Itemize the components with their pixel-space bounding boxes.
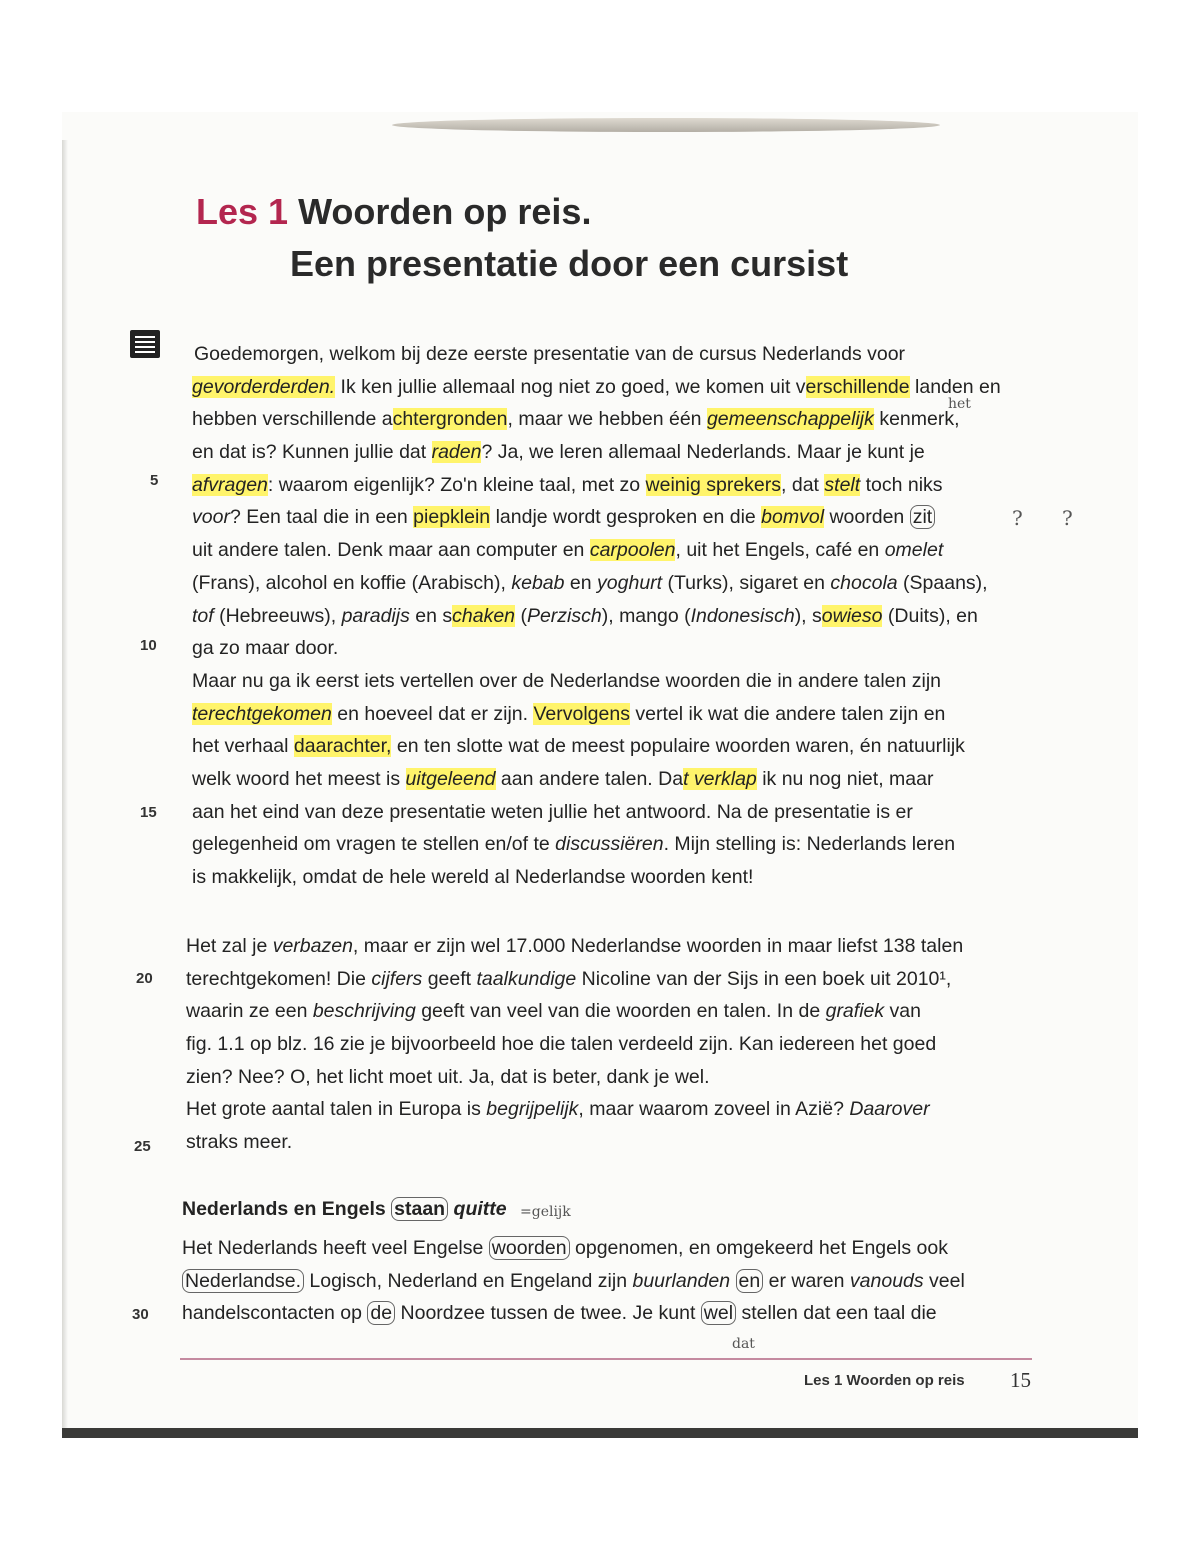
handwritten-question-mark: ? (1062, 506, 1073, 530)
handwritten-question-mark: ? (1012, 506, 1023, 530)
line-number-15: 15 (140, 804, 157, 821)
text-line: uit andere talen. Denk maar aan computer en carpoolen, uit het Engels, café en omelet (192, 539, 944, 562)
text-line: Maar nu ga ik eerst iets vertellen over de Nederlandse woorden die in andere talen zijn (192, 669, 942, 692)
text-line: Het grote aantal talen in Europa is begrijpelijk, maar waarom zoveel in Azië? Daarover (186, 1098, 930, 1121)
text-line: gelegenheid om vragen te stellen en/of te discussiëren. Mijn stelling is: Nederlands leren (192, 833, 956, 856)
page-number: 15 (1010, 1368, 1031, 1392)
text-line: waarin ze een beschrijving geeft van veel van die woorden en talen. In de grafiek van (186, 1000, 921, 1023)
text-line: gevorderderden. Ik ken jullie allemaal nog niet zo goed, we komen uit verschillende landen en (192, 375, 1001, 398)
lesson-subtitle: Een presentatie door een cursist (290, 243, 849, 284)
lesson-title-main: Woorden op reis. (298, 191, 592, 232)
top-smudge (392, 118, 940, 132)
footer-label: Les 1 Woorden op reis (804, 1372, 965, 1389)
line-number-20: 20 (136, 970, 153, 987)
text-line: het verhaal daarachter, en ten slotte wat de meest populaire woorden waren, én natuurlijk (192, 735, 965, 758)
line-number-5: 5 (150, 472, 159, 489)
section-heading: Nederlands en Engels staan quitte (182, 1198, 507, 1220)
line-number-30: 30 (132, 1306, 149, 1323)
text-line: Goedemorgen, welkom bij deze eerste presentatie van de cursus Nederlands voor (194, 343, 906, 365)
text-line: Het zal je verbazen, maar er zijn wel 17.000 Nederlandse woorden in maar liefst 138 talen (186, 935, 964, 957)
text-line: ga zo maar door. (192, 637, 339, 660)
text-line: hebben verschillende achtergronden, maar we hebben één gemeenschappelijk kenmerk, (192, 408, 960, 431)
text-line: voor? Een taal die in een piepklein landje wordt gesproken en die bomvol woorden zit (192, 501, 1001, 534)
text-line: Nederlandse. Logisch, Nederland en Engeland zijn buurlanden en er waren vanouds veel (182, 1265, 965, 1298)
line-number-10: 10 (140, 637, 157, 654)
lesson-title (196, 186, 591, 238)
text-line: tof (Hebreeuws), paradijs en schaken (Perzisch), mango (Indonesisch), sowieso (Duits), en (192, 604, 978, 627)
text-line: fig. 1.1 op blz. 16 zie je bijvoorbeeld hoe die talen verdeeld zijn. Kan iedereen het goed (186, 1033, 937, 1056)
text-line: en dat is? Kunnen jullie dat raden? Ja, we leren allemaal Nederlands. Maar je kunt je (192, 441, 925, 464)
audio-text-icon (130, 330, 160, 358)
lesson-number: Les 1 (196, 191, 289, 232)
text-line: handelscontacten op de Noordzee tussen de twee. Je kunt wel stellen dat een taal die (182, 1302, 937, 1325)
paragraph-english (182, 1232, 965, 1330)
handwritten-note-het: het (948, 396, 971, 412)
handwritten-note-gelijk: =gelijk (520, 1204, 571, 1220)
text-line: is makkelijk, omdat de hele wereld al Nederlandse woorden kent! (192, 866, 754, 888)
text-line: welk woord het meest is uitgeleend aan andere talen. Dat verklap ik nu nog niet, maar (192, 767, 934, 790)
handwritten-note-dat: dat (732, 1336, 755, 1352)
text-line: (Frans), alcohol en koffie (Arabisch), kebab en yoghurt (Turks), sigaret en chocola (Spaans), (192, 571, 988, 594)
text-line: aan het eind van deze presentatie weten jullie het antwoord. Na de presentatie is er (192, 800, 913, 823)
text-line: terechtgekomen! Die cijfers geeft taalkundige Nicoline van der Sijs in een boek uit 2010¹, (186, 967, 952, 990)
line-number-25: 25 (134, 1138, 151, 1155)
text-line: afvragen: waarom eigenlijk? Zo'n kleine taal, met zo weinig sprekers, dat stelt toch niks (192, 473, 943, 496)
page-bottom-edge (62, 1428, 1138, 1438)
text-line: zien? Nee? O, het licht moet uit. Ja, dat is beter, dank je wel. (186, 1065, 710, 1088)
text-line: straks meer. (186, 1131, 293, 1154)
text-line: Het Nederlands heeft veel Engelse woorden opgenomen, en omgekeerd het Engels ook (182, 1237, 948, 1259)
text-line: terechtgekomen en hoeveel dat er zijn. Vervolgens vertel ik wat die andere talen zijn en (192, 702, 946, 725)
page-edge-shadow (62, 140, 68, 1430)
paragraph-intro (192, 338, 1001, 894)
paragraph-numbers (186, 930, 963, 1159)
footer-rule (180, 1358, 1032, 1360)
